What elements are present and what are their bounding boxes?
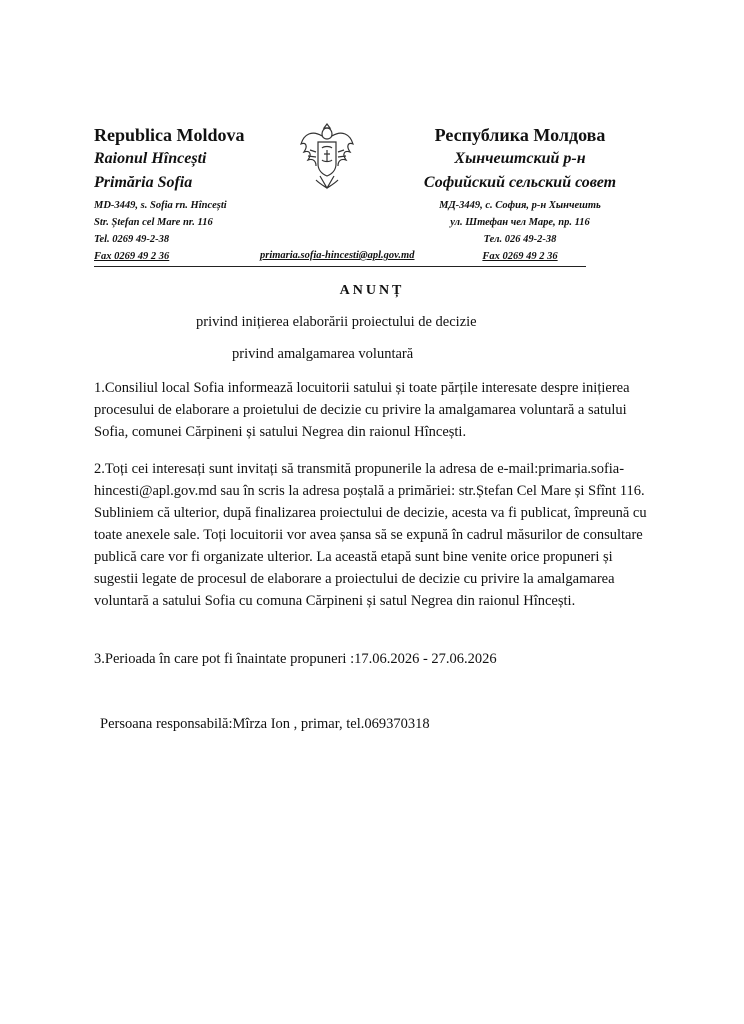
header-address1-ru: МД-3449, с. София, р-н Хынчешть <box>439 200 601 211</box>
document-title: ANUNȚ <box>339 283 405 298</box>
header-divider <box>94 266 586 267</box>
document-subtitle-1: privind inițierea elaborării proiectului de decizie <box>196 314 477 330</box>
document-subtitle-2: privind amalgamarea voluntară <box>232 346 414 362</box>
header-left-block <box>94 124 294 265</box>
header-fax-ro: Fax 0269 49 2 36 <box>94 251 170 262</box>
header-address2-ro: Str. Ștefan cel Mare nr. 116 <box>94 217 213 228</box>
header-right-block <box>400 124 640 265</box>
paragraph-2: 2.Toți cei interesați sunt invitați să transmită propunerile la adresa de e-mail:primaria.sofia-hincesti@apl.gov.md sau în scris la adresa poștală a primăriei: str.Ștefan Cel Mare și Sfînt 116. Subliniem că ulterior, după finalizarea proiectului de decizie, acesta va fi publicat, împreună cu toate anexele sale. Toți locuitorii vor avea șansa să se expună în cadrul măsurilor de consultare publică care vor fi organizate ulterior. La această etapă sunt bine venite orice propuneri și sugestii legate de procesul de elaborare a proiectului de decizie cu privire la amalgamarea voluntară a satului Sofia cu comuna Cărpineni și satul Negrea din raionul Hîncești. <box>94 461 647 609</box>
header-mayoralty-ro: Primăria Sofia <box>94 174 193 191</box>
header-country-ro: Republica Moldova <box>94 125 245 145</box>
header-tel-ru: Тел. 026 49-2-38 <box>483 234 557 245</box>
header-email: primaria.sofia-hincesti@apl.gov.md <box>260 250 415 261</box>
header-rayon-ru: Хынчештский р-н <box>454 150 586 167</box>
header-fax-ru: Fax 0269 49 2 36 <box>482 251 558 262</box>
header-mayoralty-ru: Софийский сельский совет <box>423 174 617 191</box>
header-address1-ro: MD-3449, s. Sofia rn. Hîncești <box>94 200 227 211</box>
header-tel-ro: Tel. 0269 49-2-38 <box>94 234 170 245</box>
responsible-person: Persoana responsabilă:Mîrza Ion , primar, tel.069370318 <box>100 716 430 732</box>
paragraph-3: 3.Perioada în care pot fi înaintate propuneri :17.06.2026 - 27.06.2026 <box>94 651 497 667</box>
header-rayon-ro: Raionul Hîncești <box>94 150 207 167</box>
paragraph-1: 1.Consiliul local Sofia informează locuitorii satului și toate părțile interesate despre inițierea procesului de elaborare a proietului de decizie cu privire la amalgamarea voluntară a satului Sofia, comunei Cărpineni și satului Negrea din raionul Hîncești. <box>94 380 630 440</box>
coat-of-arms-icon <box>298 120 356 194</box>
header-address2-ru: ул. Штефан чел Маре, пр. 116 <box>450 217 590 228</box>
header-country-ru: Республика Молдова <box>434 125 606 145</box>
